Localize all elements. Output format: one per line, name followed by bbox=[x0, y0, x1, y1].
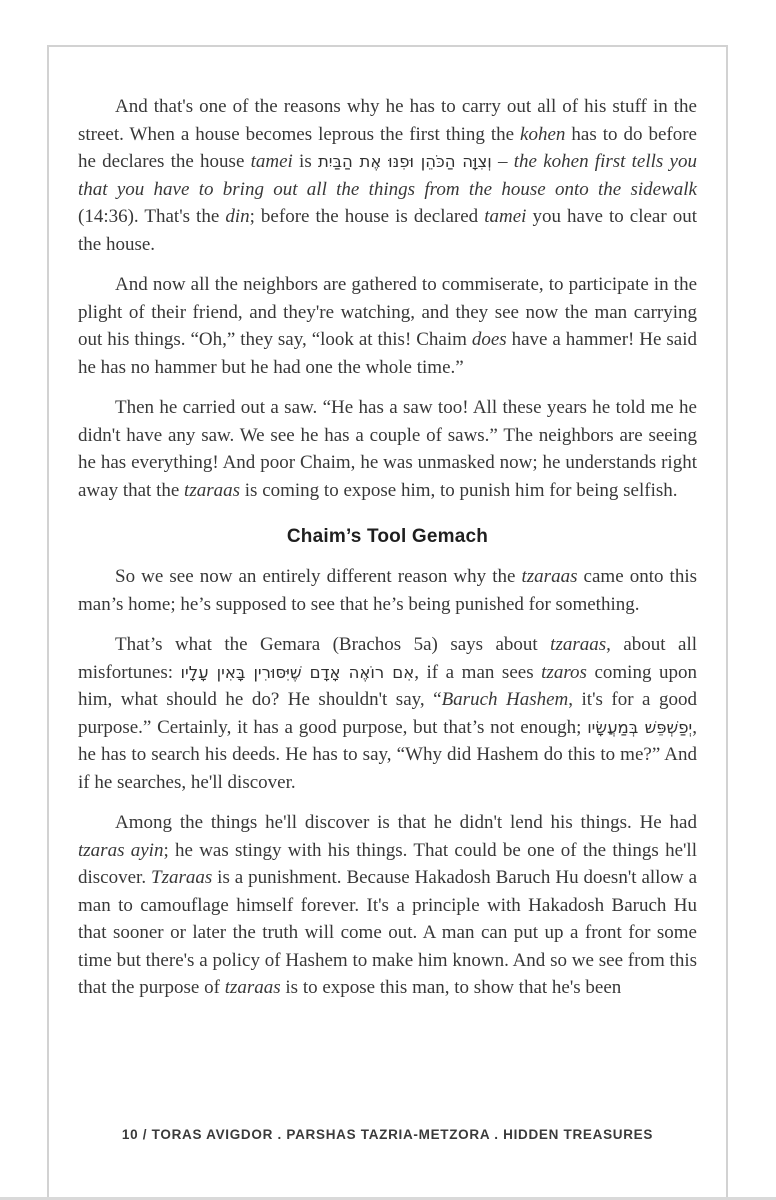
text-run: tzaras ayin bbox=[78, 839, 164, 861]
article-blocks bbox=[49, 47, 726, 1002]
paragraph bbox=[78, 93, 697, 258]
paragraph bbox=[78, 563, 697, 618]
text-run: the kohen first tells you that you have to bring out all the things from the house onto the sidewalk bbox=[78, 151, 697, 200]
section-heading: Chaim’s Tool Gemach bbox=[286, 526, 489, 547]
text-run: tamei bbox=[250, 151, 293, 172]
text-run: is coming to expose him, to punish him for being selfish. bbox=[240, 479, 678, 501]
text-run: tzaraas bbox=[550, 634, 607, 655]
text-run: , it's for a good purpose.” Certainly, it has a good purpose, but that’s not enough; bbox=[78, 689, 697, 738]
text-run: ; before the house is declared bbox=[249, 206, 485, 227]
text-run: is a punishment. Because Hakadosh Baruch Hu doesn't allow a man to camouflage himself forever. It's a principle with Hakadosh Baruch Hu that sooner or later the truth will come out. A man can put up a front for some time but there's a policy of Hashem to make him known. And so we see from this that the purpose of bbox=[78, 867, 698, 998]
text-run: That’s what the Gemara (Brachos 5a) says about bbox=[115, 634, 551, 655]
paragraph bbox=[78, 631, 697, 796]
text-run: Then he carried out a saw. “He has a saw too! All these years he told me he didn't have any saw. We see he has a couple of saws.” The neighbors are seeing he has everything! And poor Chaim, he was unmasked now; he understands right away that the bbox=[78, 397, 697, 501]
paragraph bbox=[78, 394, 697, 504]
text-run: kohen bbox=[520, 123, 566, 145]
hebrew-text-run: יְפַשְׁפֵּשׁ בְּמַעֲשָׂיו bbox=[587, 717, 693, 737]
text-run: And that's one of the reasons why he has to carry out all of his stuff in the street. When a house becomes leprous the first thing the bbox=[78, 96, 697, 145]
text-run: tzaraas bbox=[184, 479, 241, 501]
text-run: tzaraas bbox=[224, 977, 281, 998]
text-run: you have to clear out the house. bbox=[78, 206, 697, 255]
text-run: , if a man sees bbox=[414, 661, 542, 683]
text-run: , he has to search his deeds. He has to say, “Why did Hashem do this to me?” And if he searches, he'll discover. bbox=[78, 716, 697, 793]
text-run: tamei bbox=[484, 206, 527, 227]
text-run: came onto this man’s home; he’s supposed to see that he’s being punished for something. bbox=[78, 566, 698, 615]
text-run: has to do before he declares the house bbox=[78, 123, 697, 172]
text-run: tzaros bbox=[541, 661, 587, 683]
text-run: Tzaraas bbox=[151, 867, 213, 888]
text-run: (14:36). That's the bbox=[78, 206, 226, 227]
text-run: ; he was stingy with his things. That could be one of the things he'll discover. bbox=[78, 839, 697, 888]
text-run: Among the things he'll discover is that he didn't lend his things. He had bbox=[115, 812, 697, 833]
document-page bbox=[47, 45, 728, 1200]
text-run: does bbox=[471, 329, 507, 350]
text-run: – bbox=[491, 151, 514, 172]
text-run: have a hammer! He said he has no hammer but he had one the whole time.” bbox=[78, 329, 697, 378]
text-run: And now all the neighbors are gathered to commiserate, to participate in the plight of their friend, and they're watching, and they see now the man carrying out his things. “Oh,” they say, “look at this! Chaim bbox=[78, 274, 697, 350]
paragraph bbox=[78, 809, 697, 1002]
text-run: Baruch Hashem bbox=[441, 689, 569, 710]
text-run: So we see now an entirely different reason why the bbox=[115, 566, 522, 587]
page-footer: 10 / TORAS AVIGDOR . PARSHAS TAZRIA-METZORA . HIDDEN TREASURES bbox=[121, 1127, 654, 1142]
hebrew-text-run: אִם רוֹאֶה אָדָם שֶׁיִּסּוּרִין בָּאִין עָלָיו bbox=[180, 662, 415, 682]
text-run: is bbox=[292, 151, 318, 172]
text-run: din bbox=[225, 206, 250, 227]
text-run: coming upon him, what should he do? He shouldn't say, “ bbox=[78, 661, 697, 710]
paragraph bbox=[78, 271, 697, 381]
text-run: tzaraas bbox=[521, 566, 578, 587]
text-run: is to expose this man, to show that he's been bbox=[280, 977, 622, 998]
text-run: , about all misfortunes: bbox=[78, 634, 697, 683]
hebrew-text-run: וְצִוָּה הַכֹּהֵן וּפִנּוּ אֶת הַבַּיִת bbox=[317, 152, 492, 171]
